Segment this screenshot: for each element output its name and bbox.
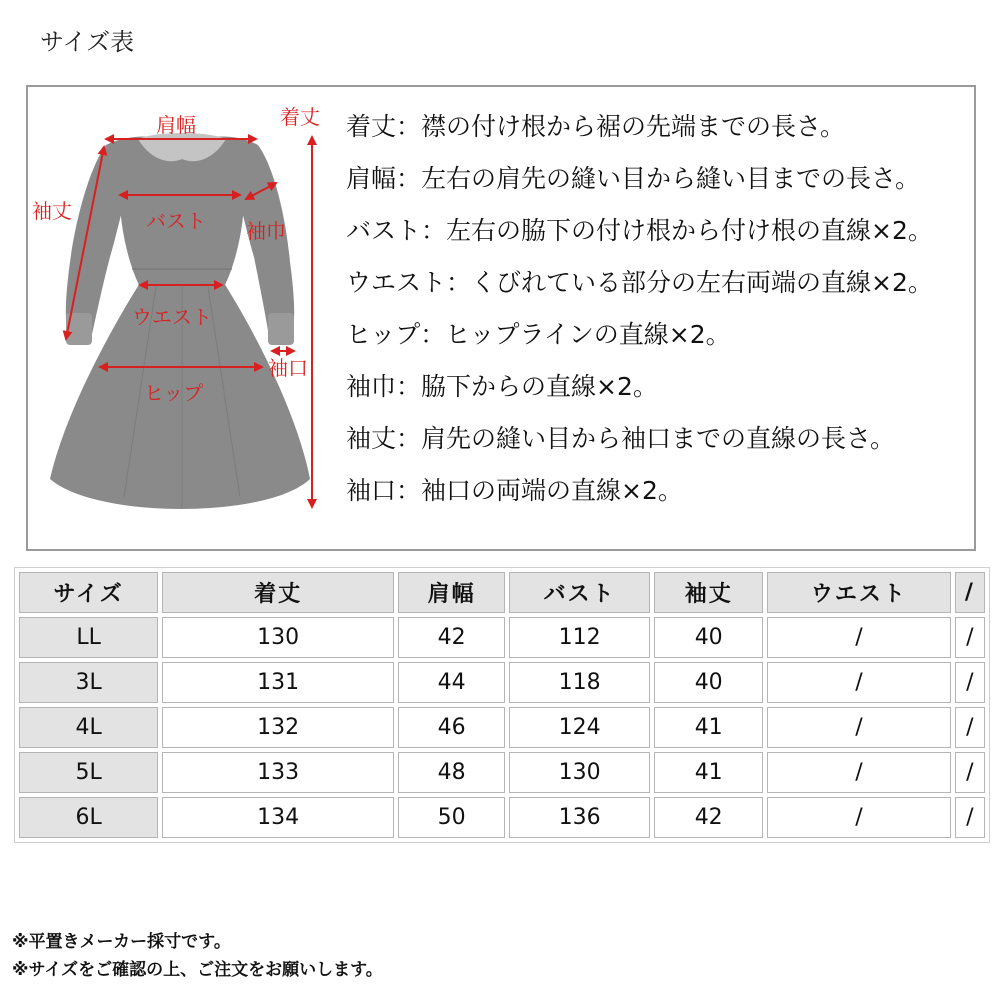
cell-bust: 130 bbox=[509, 752, 650, 793]
cell-kitake: 131 bbox=[162, 662, 394, 703]
notes bbox=[12, 928, 383, 984]
label-katahaba: 肩幅 bbox=[156, 113, 196, 137]
cell-sodetake: 41 bbox=[654, 752, 763, 793]
label-bust: バスト bbox=[146, 209, 206, 233]
cell-extra: / bbox=[955, 752, 985, 793]
header-size: サイズ bbox=[19, 572, 158, 613]
label-kitake: 着丈 bbox=[280, 105, 320, 129]
cell-kitake: 130 bbox=[162, 617, 394, 658]
definition-bust: バスト：左右の脇下の付け根から付け根の直線×2。 bbox=[346, 216, 933, 245]
header-extra: / bbox=[955, 572, 985, 613]
cell-katahaba: 48 bbox=[398, 752, 505, 793]
table-row bbox=[19, 662, 985, 703]
cell-size: 5L bbox=[19, 752, 158, 793]
header-waist: ウエスト bbox=[767, 572, 951, 613]
cell-sodetake: 41 bbox=[654, 707, 763, 748]
definition-kitake: 着丈：襟の付け根から裾の先端までの長さ。 bbox=[346, 112, 846, 141]
cell-extra: / bbox=[955, 797, 985, 838]
cell-size: LL bbox=[19, 617, 158, 658]
table-row bbox=[19, 752, 985, 793]
cell-bust: 112 bbox=[509, 617, 650, 658]
definition-sodehaba: 袖巾：脇下からの直線×2。 bbox=[346, 372, 658, 401]
size-table bbox=[14, 567, 990, 843]
label-waist: ウエスト bbox=[132, 305, 212, 329]
header-bust: バスト bbox=[509, 572, 650, 613]
table-header-row bbox=[19, 572, 985, 613]
note-measurement: ※平置きメーカー採寸です。 bbox=[12, 932, 231, 952]
label-hip: ヒップ bbox=[144, 381, 204, 405]
cell-waist: / bbox=[767, 662, 951, 703]
cell-waist: / bbox=[767, 752, 951, 793]
header-sodetake: 袖丈 bbox=[654, 572, 763, 613]
table-row bbox=[19, 797, 985, 838]
table-row bbox=[19, 707, 985, 748]
cell-size: 4L bbox=[19, 707, 158, 748]
definition-sodetake: 袖丈：肩先の縫い目から袖口までの直線の長さ。 bbox=[346, 424, 896, 453]
definition-sodeguchi: 袖口：袖口の両端の直線×2。 bbox=[346, 476, 683, 505]
cell-sodetake: 40 bbox=[654, 617, 763, 658]
page-title: サイズ表 bbox=[40, 28, 135, 56]
cell-katahaba: 46 bbox=[398, 707, 505, 748]
label-sodeguchi: 袖口 bbox=[268, 356, 308, 380]
cell-kitake: 134 bbox=[162, 797, 394, 838]
cell-kitake: 133 bbox=[162, 752, 394, 793]
header-katahaba: 肩幅 bbox=[398, 572, 505, 613]
cell-sodetake: 42 bbox=[654, 797, 763, 838]
cell-bust: 136 bbox=[509, 797, 650, 838]
cell-waist: / bbox=[767, 797, 951, 838]
cell-waist: / bbox=[767, 707, 951, 748]
cell-size: 3L bbox=[19, 662, 158, 703]
cell-sodetake: 40 bbox=[654, 662, 763, 703]
cell-bust: 124 bbox=[509, 707, 650, 748]
measurement-diagram bbox=[26, 85, 976, 551]
cell-katahaba: 50 bbox=[398, 797, 505, 838]
cell-extra: / bbox=[955, 707, 985, 748]
cell-bust: 118 bbox=[509, 662, 650, 703]
label-sodetake: 袖丈 bbox=[32, 199, 72, 223]
cell-katahaba: 44 bbox=[398, 662, 505, 703]
cell-waist: / bbox=[767, 617, 951, 658]
cell-size: 6L bbox=[19, 797, 158, 838]
cell-katahaba: 42 bbox=[398, 617, 505, 658]
definition-waist: ウエスト：くびれている部分の左右両端の直線×2。 bbox=[346, 268, 933, 297]
cell-extra: / bbox=[955, 617, 985, 658]
measurement-definitions bbox=[346, 101, 966, 517]
definition-hip: ヒップ：ヒップラインの直線×2。 bbox=[346, 320, 731, 349]
cell-kitake: 132 bbox=[162, 707, 394, 748]
cell-extra: / bbox=[955, 662, 985, 703]
note-confirm-size: ※サイズをご確認の上、ご注文をお願いします。 bbox=[12, 960, 383, 980]
label-sodehaba: 袖巾 bbox=[246, 219, 286, 243]
table-row bbox=[19, 617, 985, 658]
definition-katahaba: 肩幅：左右の肩先の縫い目から縫い目までの長さ。 bbox=[346, 164, 921, 193]
header-kitake: 着丈 bbox=[162, 572, 394, 613]
